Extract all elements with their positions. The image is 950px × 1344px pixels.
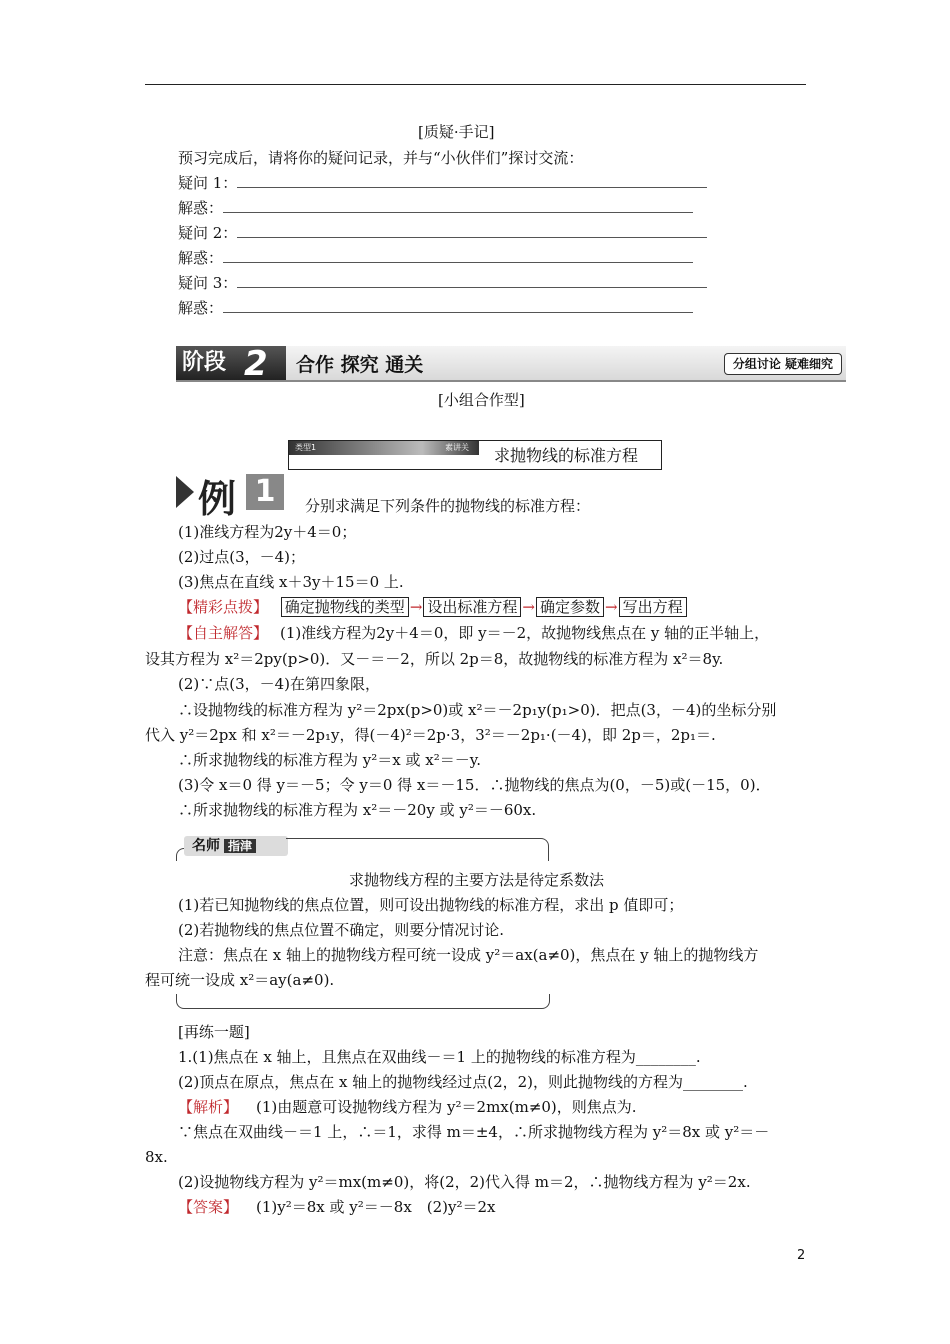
answer-label: 【答案】 <box>178 1198 239 1216</box>
dianbo-step: 设出标准方程 <box>423 597 521 617</box>
banner-label: 阶段 <box>176 346 286 380</box>
arrow-right-icon: → <box>522 598 535 616</box>
dianbo-step: 写出方程 <box>619 597 687 617</box>
example-stem: 分别求满足下列条件的抛物线的标准方程： <box>305 497 591 515</box>
teacher-text: (2)若抛物线的焦点位置不确定，则要分情况讨论. <box>178 921 505 939</box>
example-number: 1 <box>246 474 284 510</box>
fill-blank[interactable] <box>223 299 693 313</box>
zhiyi-row: 解惑： <box>178 298 693 318</box>
zhiyi-row: 解惑： <box>178 248 693 268</box>
triangle-icon <box>176 476 194 508</box>
example-badge <box>176 470 286 521</box>
banner-tag: 分组讨论 疑难细究 <box>724 353 842 375</box>
solution-line: ∴设抛物线的标准方程为 y²＝2px(p>0)或 x²＝－2p₁y(p₁>0)．把点(3，－4)的坐标分别 <box>178 701 777 719</box>
example-item: (2)过点(3，－4)； <box>178 548 306 566</box>
fill-blank[interactable] <box>223 249 693 263</box>
stage-banner <box>176 344 846 384</box>
solution-line: ∴所求抛物线的标准方程为 x²＝－20y 或 y²＝－60x. <box>178 801 537 819</box>
type-small-label: 素讲关 <box>445 443 469 452</box>
practice-line: ∵焦点在双曲线－＝1 上，∴＝1，求得 m＝±4，∴所求抛物线方程为 y²＝8x 或 y²＝－ <box>178 1123 770 1141</box>
fill-blank[interactable] <box>237 274 707 288</box>
solution-line: 【自主解答】 (1)准线方程为2y＋4＝0，即 y＝－2，故抛物线焦点在 y 轴的正半轴上， <box>178 624 770 642</box>
solution-line: ∴所求抛物线的标准方程为 y²＝x 或 x²＝－y. <box>178 751 481 769</box>
arrow-right-icon: → <box>409 598 423 616</box>
solution-line: (3)令 x＝0 得 y＝－5；令 y＝0 得 x＝－15．∴抛物线的焦点为(0，－5)或(－15，0)． <box>178 776 771 794</box>
practice-line: (2)设抛物线方程为 y²＝mx(m≠0)，将(2，2)代入得 m＝2，∴抛物线方程为 y²＝2x. <box>178 1173 751 1191</box>
zhiyi-row: 解惑： <box>178 198 693 218</box>
dianbo-step: 确定抛物线的类型 <box>281 597 409 617</box>
page-number: 2 <box>797 1248 806 1263</box>
teacher-label: 名师 指津 <box>184 836 288 856</box>
practice-question: 1.(1)焦点在 x 轴上，且焦点在双曲线－＝1 上的抛物线的标准方程为________. <box>178 1048 701 1066</box>
type-header <box>288 440 662 470</box>
type-header-bar <box>289 441 479 455</box>
practice-heading: [再练一题] <box>178 1023 250 1041</box>
type-label: 类型1 <box>295 443 317 452</box>
type-title: 求抛物线的标准方程 <box>494 446 639 465</box>
zhiyi-row: 疑问 1： <box>178 173 707 193</box>
teacher-text: (1)若已知抛物线的焦点位置，则可设出抛物线的标准方程，求出 p 值即可； <box>178 896 684 914</box>
practice-line: 8x. <box>145 1148 168 1166</box>
fill-blank[interactable] <box>237 224 707 238</box>
arrow-right-icon: → <box>605 598 618 616</box>
zhiyi-heading: [质疑·手记] <box>418 123 495 141</box>
banner-number: 2 <box>244 344 268 384</box>
solution-line: (2)∵点(3，－4)在第四象限， <box>178 675 381 693</box>
group-type: [小组合作型] <box>438 391 525 409</box>
teacher-text: 程可统一设成 x²＝ay(a≠0). <box>145 971 335 989</box>
header-rule <box>145 84 806 85</box>
practice-line: 【解析】 (1)由题意可设抛物线方程为 y²＝2mx(m≠0)，则焦点为. <box>178 1098 637 1116</box>
teacher-title: 求抛物线方程的主要方法是待定系数法 <box>349 871 605 889</box>
teacher-box-top <box>176 836 548 860</box>
teacher-box-bottom <box>176 994 550 1009</box>
answer-line: 【答案】 (1)y²＝8x 或 y²＝－8x (2)y²＝2x <box>178 1198 496 1216</box>
box-border <box>286 838 549 861</box>
teacher-text: 注意：焦点在 x 轴上的抛物线方程可统一设成 y²＝ax(a≠0)，焦点在 y 轴上的抛物线方 <box>178 946 759 964</box>
example-char: 例 <box>198 477 237 521</box>
dianbo-step: 确定参数 <box>536 597 604 617</box>
zhiyi-row: 疑问 2： <box>178 223 707 243</box>
banner-title: 合作 探究 通关 <box>296 354 424 376</box>
dianbo-label: 【精彩点拨】 <box>178 598 269 616</box>
solution-line: 设其方程为 x²＝2py(p>0)．又－＝－2，所以 2p＝8，故抛物线的标准方程为 x²＝8y. <box>145 650 724 668</box>
dianbo-row <box>178 597 687 617</box>
zhiyi-intro: 预习完成后，请将你的疑问记录，并与“小伙伴们”探讨交流： <box>178 149 584 167</box>
fill-blank[interactable] <box>223 199 693 213</box>
solution-label: 【自主解答】 <box>178 624 269 642</box>
fill-blank[interactable] <box>237 174 707 188</box>
example-item: (1)准线方程为2y＋4＝0； <box>178 523 357 541</box>
example-item: (3)焦点在直线 x＋3y＋15＝0 上. <box>178 573 404 591</box>
jiexi-label: 【解析】 <box>178 1098 239 1116</box>
practice-question: (2)顶点在原点，焦点在 x 轴上的抛物线经过点(2，2)，则此抛物线的方程为________. <box>178 1073 748 1091</box>
zhiyi-row: 疑问 3： <box>178 273 707 293</box>
solution-line: 代入 y²＝2px 和 x²＝－2p₁y，得(－4)²＝2p·3，3²＝－2p₁·(－4)，即 2p＝，2p₁＝. <box>145 726 716 744</box>
